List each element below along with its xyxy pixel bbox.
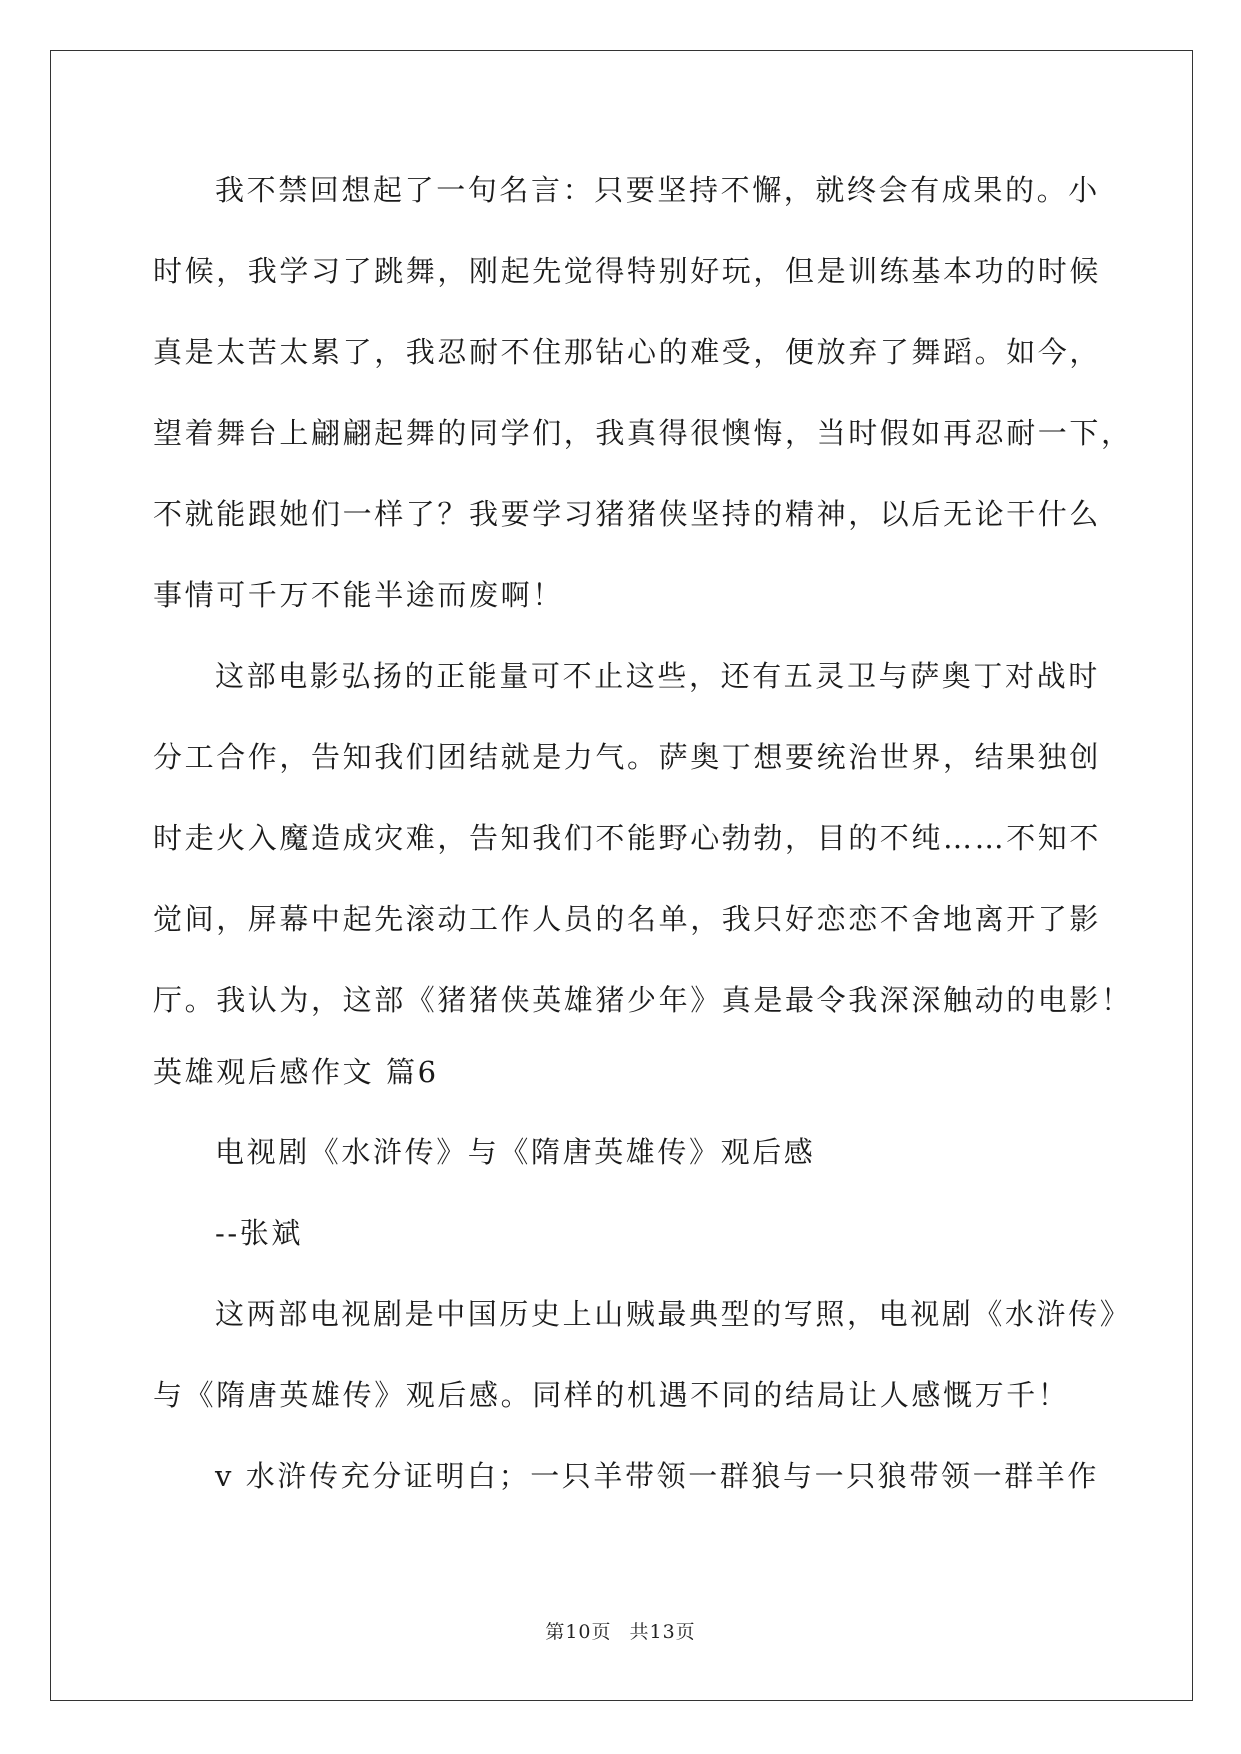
paragraph-line: 厅。我认为，这部《猪猪侠英雄猪少年》真是最令我深深触动的电影！ bbox=[153, 983, 1133, 1017]
paragraph-line: 这部电影弘扬的正能量可不止这些，还有五灵卫与萨奥丁对战时 bbox=[215, 659, 1100, 693]
page-number: 第10页 bbox=[545, 1621, 612, 1643]
page-total: 共13页 bbox=[629, 1621, 696, 1643]
paragraph-line: 真是太苦太累了，我忍耐不住那钻心的难受，便放弃了舞蹈。如今， bbox=[153, 335, 1102, 369]
section-heading: 英雄观后感作文 篇6 bbox=[153, 1055, 439, 1089]
paragraph-line: 分工合作，告知我们团结就是力气。萨奥丁想要统治世界，结果独创 bbox=[153, 740, 1102, 774]
paragraph-line: 望着舞台上翩翩起舞的同学们，我真得很懊悔，当时假如再忍耐一下， bbox=[153, 416, 1133, 450]
paragraph-line: 时走火入魔造成灾难，告知我们不能野心勃勃，目的不纯……不知不 bbox=[153, 821, 1102, 855]
paragraph-line: 时候，我学习了跳舞，刚起先觉得特别好玩，但是训练基本功的时候 bbox=[153, 254, 1102, 288]
paragraph-line: 我不禁回想起了一句名言：只要坚持不懈，就终会有成果的。小 bbox=[215, 173, 1100, 207]
document-body bbox=[153, 168, 1133, 1535]
paragraph-line: 事情可千万不能半途而废啊！ bbox=[153, 578, 564, 612]
paragraph-line: v 水浒传充分证明白；一只羊带领一群狼与一只狼带领一群羊作 bbox=[215, 1459, 1100, 1493]
page-footer bbox=[0, 1617, 1241, 1644]
paragraph-line: 觉间，屏幕中起先滚动工作人员的名单，我只好恋恋不舍地离开了影 bbox=[153, 902, 1102, 936]
paragraph-line: 这两部电视剧是中国历史上山贼最典型的写照，电视剧《水浒传》 bbox=[215, 1297, 1132, 1331]
paragraph-line: 与《隋唐英雄传》观后感。同样的机遇不同的结局让人感慨万千！ bbox=[153, 1378, 1070, 1412]
article-author: --张斌 bbox=[215, 1216, 303, 1250]
article-title: 电视剧《水浒传》与《隋唐英雄传》观后感 bbox=[215, 1135, 816, 1169]
paragraph-line: 不就能跟她们一样了？我要学习猪猪侠坚持的精神，以后无论干什么 bbox=[153, 497, 1102, 531]
